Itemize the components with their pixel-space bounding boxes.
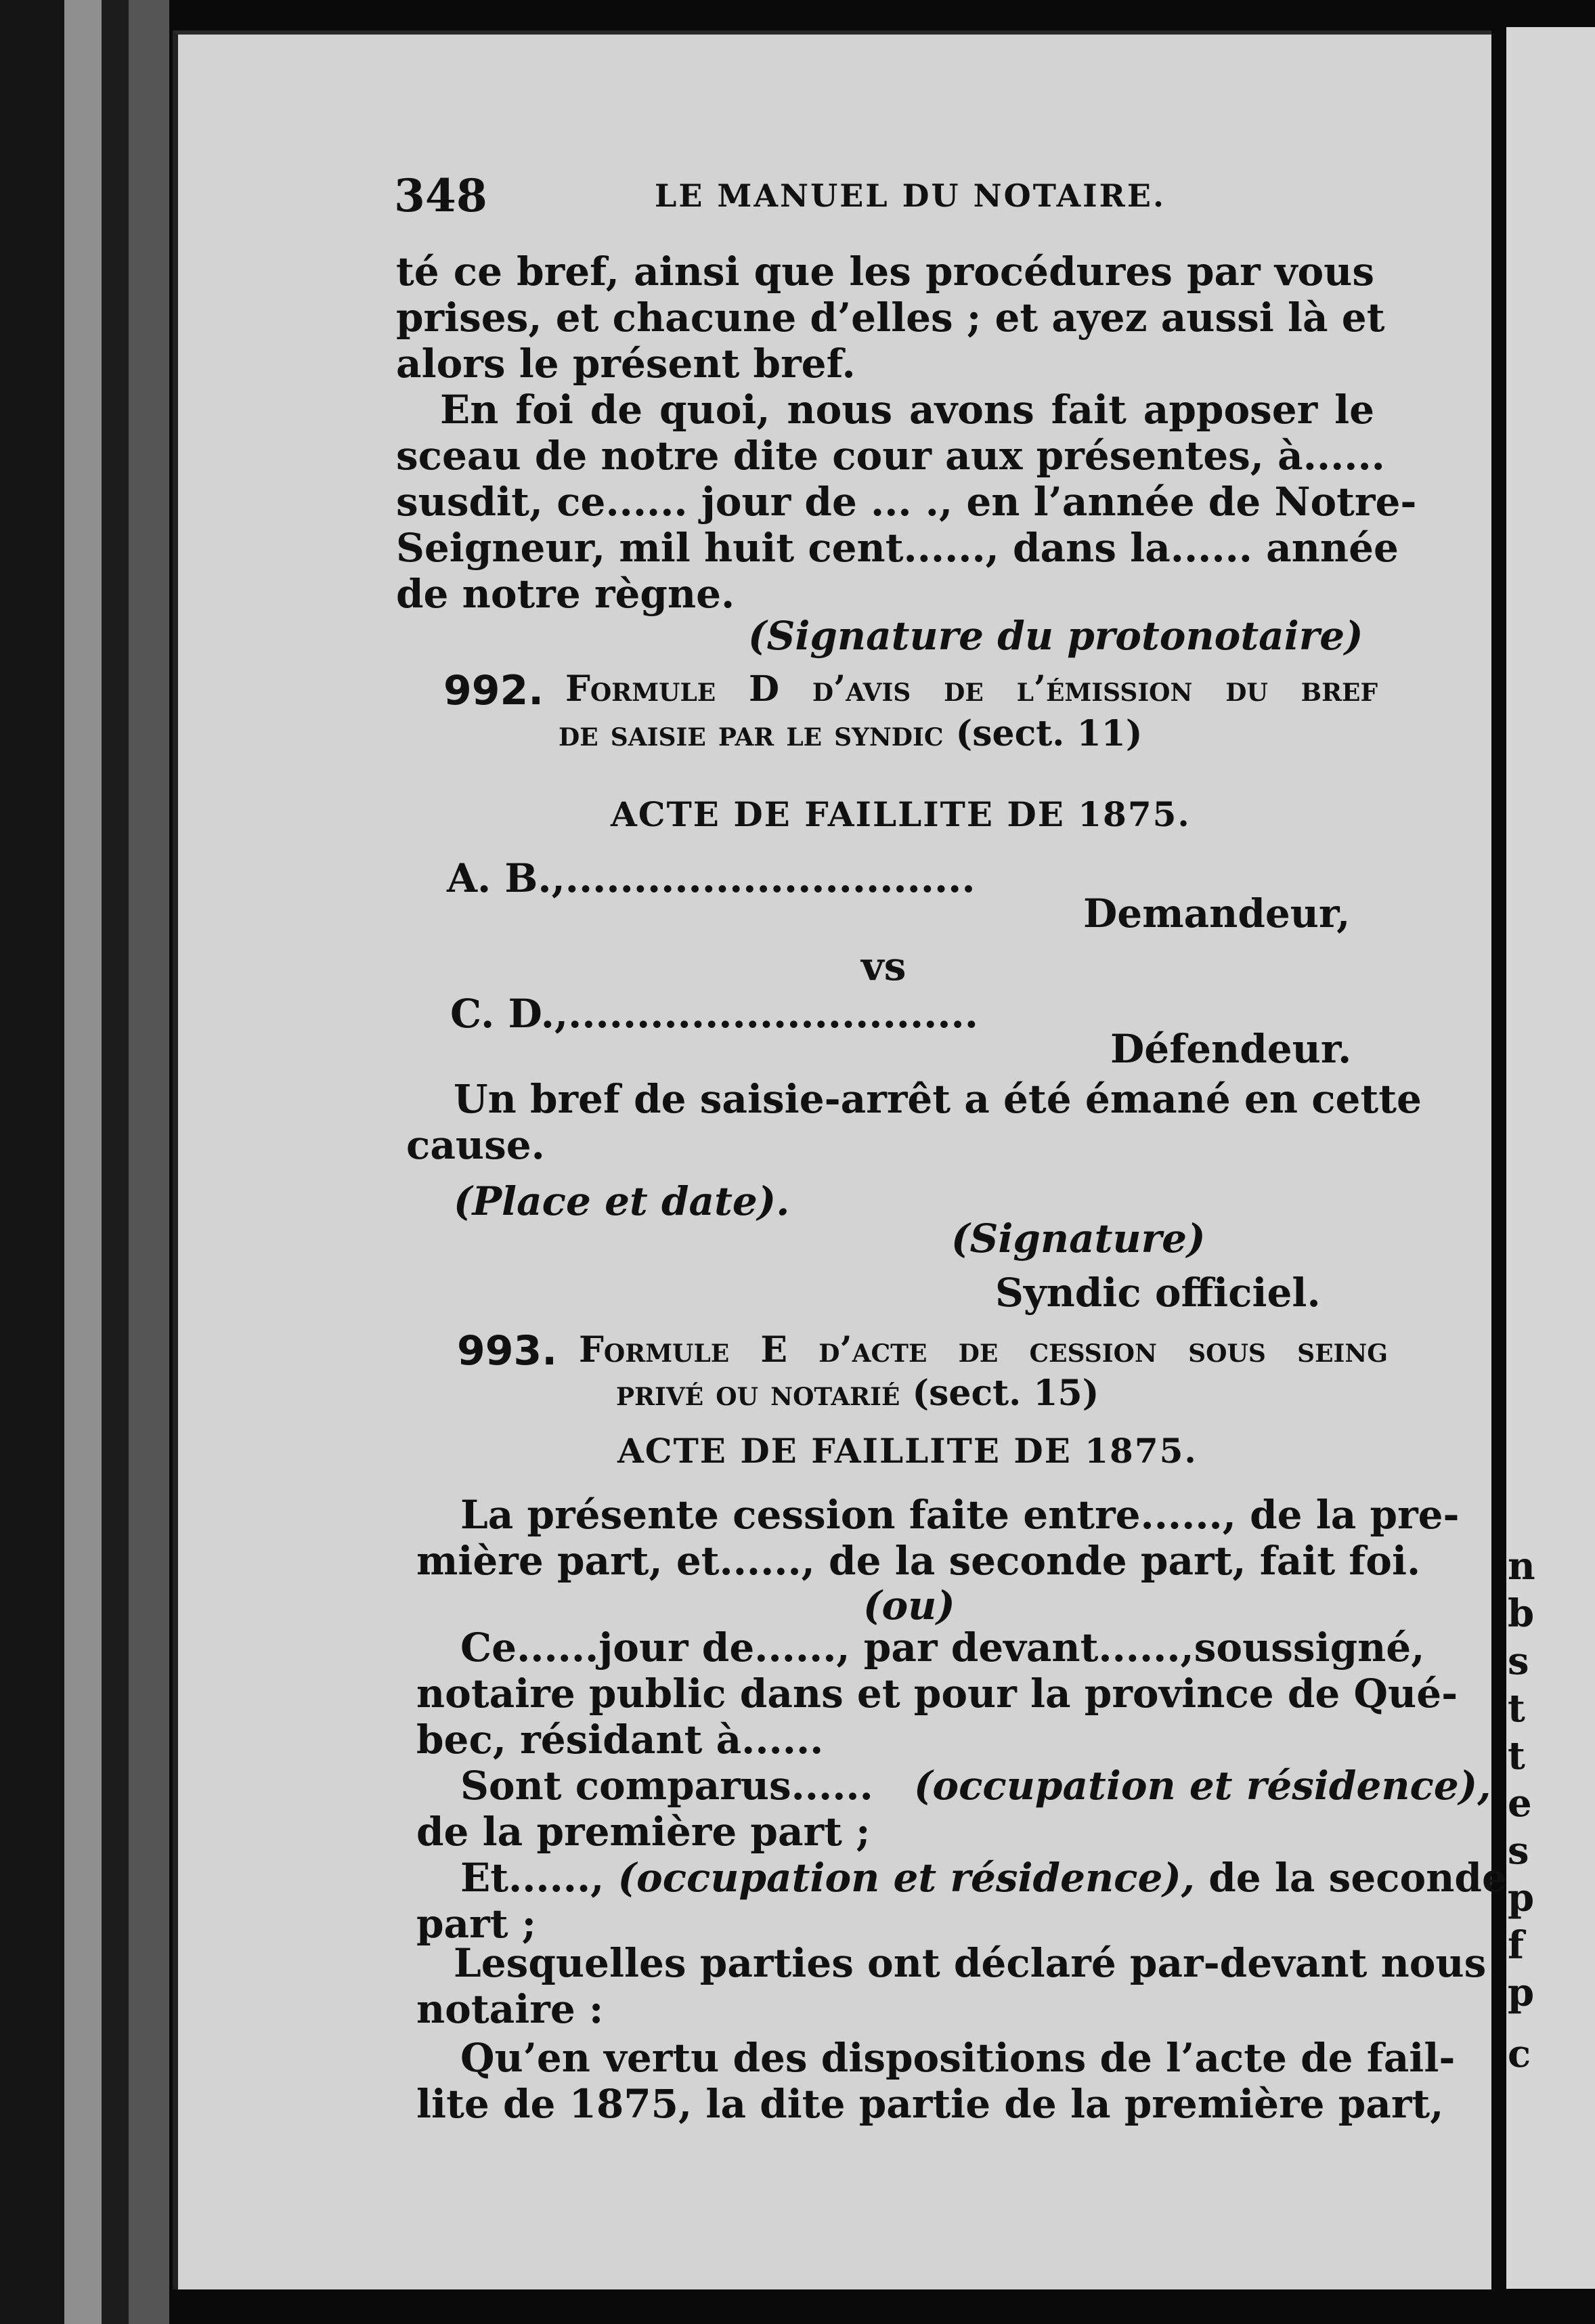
adjacent-page-fragment: s (1508, 1828, 1529, 1873)
defendant-line: C. D.,.............................. (450, 991, 978, 1037)
body-line: part ; (416, 1901, 537, 1947)
act-heading: ACTE DE FAILLITE DE 1875. (617, 1431, 1198, 1471)
body-line: lite de 1875, la dite partie de la première part, (416, 2081, 1444, 2127)
binding-strip (64, 0, 102, 2324)
binding-strip (129, 0, 169, 2324)
body-line: cause. (406, 1122, 545, 1168)
body-line: Seigneur, mil huit cent......, dans la...... année (396, 525, 1399, 571)
body-line: Un bref de saisie-arrêt a été émané en cette (454, 1076, 1422, 1122)
body-line: sceau de notre dite cour aux présentes, à...... (396, 433, 1385, 479)
plaintiff-role: Demandeur, (1083, 890, 1351, 937)
form-heading: Formule E d’acte de cession sous seing (579, 1329, 1388, 1371)
body-line: susdit, ce...... jour de ... ., en l’année de Notre- (396, 479, 1417, 525)
adjacent-page-fragment: p (1508, 1876, 1535, 1920)
body-line (460, 1763, 1491, 1809)
body-line: alors le présent bref. (396, 341, 856, 387)
body-line: Lesquelles parties ont déclaré par-devant nous (454, 1940, 1487, 1986)
signature-label: (Signature) (951, 1215, 1206, 1262)
signer-title: Syndic officiel. (995, 1270, 1321, 1316)
section-number: 992. (443, 667, 544, 714)
body-line: mière part, et......, de la seconde part, fait foi. (416, 1538, 1421, 1584)
act-heading: ACTE DE FAILLITE DE 1875. (611, 794, 1191, 834)
section-reference: (sect. 15) (912, 1373, 1099, 1414)
body-line: té ce bref, ainsi que les procédures par vous (396, 249, 1374, 295)
adjacent-page-fragment: t (1508, 1686, 1525, 1731)
body-line: notaire : (416, 1986, 604, 2032)
adjacent-page-fragment: n (1508, 1544, 1535, 1589)
running-head (394, 169, 1396, 223)
section-reference: (sect. 11) (955, 713, 1143, 754)
plaintiff-line: A. B.,.............................. (447, 855, 976, 901)
binding-strip (0, 0, 64, 2324)
adjacent-page-fragment: p (1508, 1971, 1535, 2015)
adjacent-page-fragment: f (1508, 1923, 1525, 1968)
body-line: La présente cession faite entre......, de la pre- (460, 1492, 1460, 1538)
form-heading-text: de saisie par le syndic (559, 713, 944, 754)
form-heading (616, 1373, 1099, 1414)
body-line (460, 1855, 1507, 1901)
body-text: de la seconde (1208, 1855, 1507, 1901)
section-number: 993. (457, 1327, 558, 1375)
body-line: de la première part ; (416, 1809, 871, 1855)
page-number: 348 (394, 169, 487, 222)
adjacent-page-fragment: s (1508, 1639, 1529, 1683)
form-heading (559, 713, 1143, 754)
defendant-role: Défendeur. (1110, 1026, 1352, 1072)
adjacent-page (1506, 27, 1595, 2289)
adjacent-page-fragment: e (1508, 1781, 1532, 1826)
italic-note: (occupation et résidence), (913, 1763, 1491, 1809)
form-heading-text: privé ou notarié (616, 1373, 900, 1414)
versus: vs (861, 943, 906, 989)
body-text: Et......, (460, 1855, 605, 1901)
alternative-marker: (ou) (863, 1583, 955, 1629)
adjacent-page-fragment: c (1508, 2031, 1531, 2076)
binding-strip (102, 0, 129, 2324)
signature-protonotaire: (Signature du protonotaire) (748, 613, 1363, 659)
body-line: de notre règne. (396, 571, 735, 617)
body-line: En foi de quoi, nous avons fait apposer le (440, 387, 1374, 433)
body-line: Ce......jour de......, par devant......,soussigné, (460, 1624, 1425, 1671)
italic-note: (occupation et résidence), (617, 1855, 1196, 1901)
body-text: Sont comparus...... (460, 1763, 873, 1809)
body-line: bec, résidant à...... (416, 1717, 824, 1763)
place-date: (Place et date). (454, 1178, 790, 1224)
adjacent-page-fragment: t (1508, 1734, 1525, 1778)
body-line: Qu’en vertu des dispositions de l’acte de fail- (460, 2035, 1456, 2081)
adjacent-page-fragment: b (1508, 1591, 1535, 1636)
form-heading: Formule D d’avis de l’émission du bref (565, 668, 1378, 710)
body-line: prises, et chacune d’elles ; et ayez aussi là et (396, 295, 1385, 341)
book-title: LE MANUEL DU NOTAIRE. (655, 177, 1166, 214)
body-line: notaire public dans et pour la province de Qué- (416, 1671, 1458, 1717)
